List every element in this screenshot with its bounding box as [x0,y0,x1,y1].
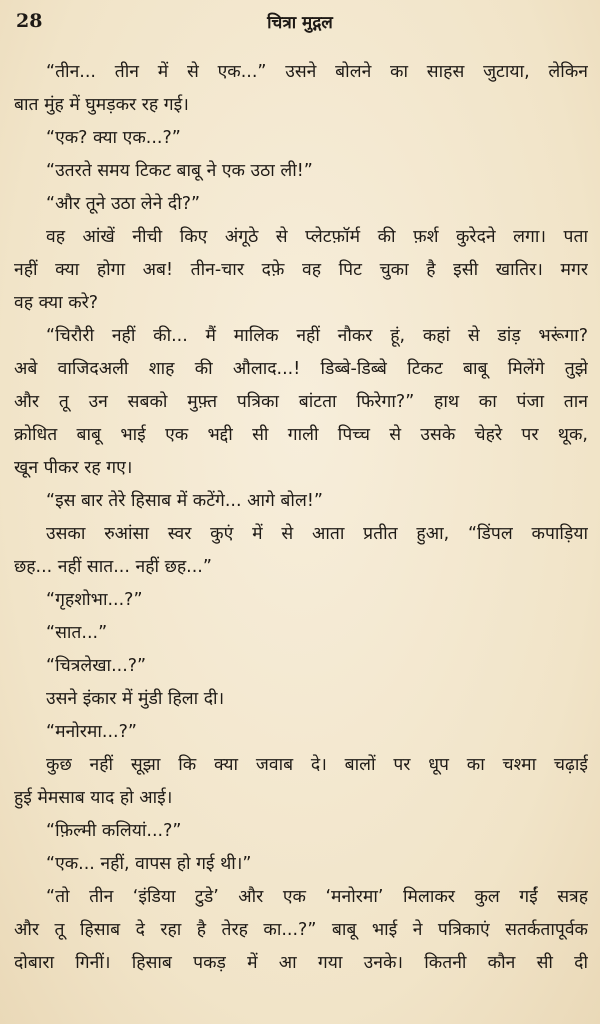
text-line: “तीन... तीन में से एक...” उसने बोलने का साहस जुटाया, लेकिन [46,62,588,82]
text-line: बात मुंह में घुमड़कर रह गई। [14,95,189,115]
text-line: “एक... नहीं, वापस हो गई थी।” [46,854,252,874]
text-line: “तो तीन ‘इंडिया टुडे’ और एक ‘मनोरमा’ मिलाकर कुल गईं सत्रह [46,887,588,907]
page-number: 28 [16,10,43,32]
text-line: वह क्या करे? [14,293,99,313]
text-line: खून पीकर रह गए। [14,458,133,478]
text-line: और तू हिसाब दे रहा है तेरह का...?” बाबू भाई ने पत्रिकाएं सतर्कतापूर्वक [14,920,588,940]
text-line: उसका रुआंसा स्वर कुएं में से आता प्रतीत हुआ, “डिंपल कपाड़िया [46,524,588,544]
text-line: “और तूने उठा लेने दी?” [46,194,201,214]
text-line: “गृहशोभा...?” [46,590,143,610]
text-line: कुछ नहीं सूझा कि क्या जवाब दे। बालों पर धूप का चश्मा चढ़ाई [46,755,588,775]
running-head-author: चित्रा मुद्गल [267,13,333,33]
text-line: “फ़िल्मी कलियां...?” [46,821,182,841]
text-line: उसने इंकार में मुंडी हिला दी। [46,689,225,709]
text-line: वह आंखें नीची किए अंगूठे से प्लेटफ़ॉर्म की फ़र्श कुरेदने लगा। पता [46,227,588,247]
page-header [0,8,600,38]
text-line: “उतरते समय टिकट बाबू ने एक उठा ली!” [46,161,313,181]
text-line: “सात...” [46,623,108,643]
text-line: क्रोधित बाबू भाई एक भद्दी सी गाली पिच्च से उसके चेहरे पर थूक, [14,425,588,445]
text-line: हुई मेमसाब याद हो आई। [14,788,173,808]
text-line: और तू उन सबको मुफ़्त पत्रिका बांटता फिरेगा?” हाथ का पंजा तान [14,392,588,412]
text-line: “इस बार तेरे हिसाब में कटेंगे... आगे बोल!” [46,491,323,511]
text-line: “एक? क्या एक...?” [46,128,181,148]
text-line: “चित्रलेखा...?” [46,656,147,676]
text-line: दोबारा गिनीं। हिसाब पकड़ में आ गया उनके। कितनी कौन सी दी [14,953,588,973]
text-line: “मनोरमा...?” [46,722,137,742]
text-line: छह... नहीं सात... नहीं छह...” [14,557,212,577]
text-line: नहीं क्या होगा अब! तीन-चार दफ़े वह पिट चुका है इसी खातिर। मगर [14,260,588,280]
text-line: “चिरौरी नहीं की... मैं मालिक नहीं नौकर हूं, कहां से डांड़ भरूंगा? [46,326,588,346]
story-text [14,56,588,980]
text-line: अबे वाजिदअली शाह की औलाद...! डिब्बे-डिब्बे टिकट बाबू मिलेंगे तुझे [14,359,588,379]
